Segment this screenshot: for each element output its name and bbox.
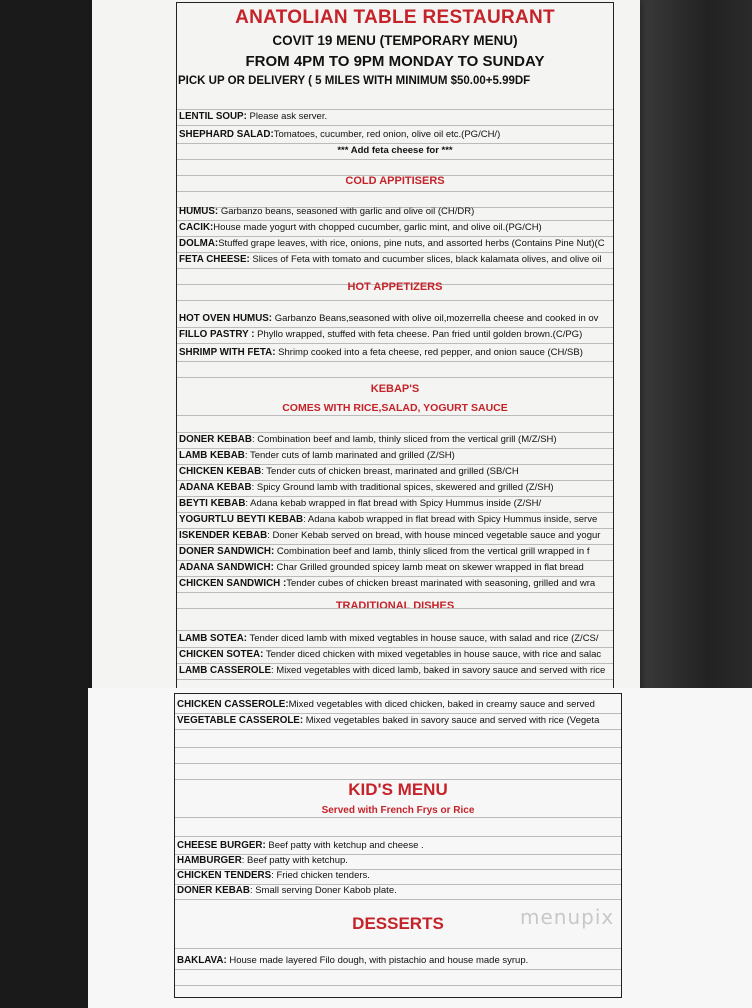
section-heading-desserts: DESSERTS [352,914,444,933]
item-name: CHICKEN SOTEA: [179,649,264,660]
item-name: DOLMA: [179,238,219,249]
item-name: ISKENDER KEBAB [179,530,268,541]
item-name: CHICKEN TENDERS [177,870,272,881]
item-desc: Slices of Feta with tomato and cucumber slices, black kalamata olives, and olive oil [249,254,602,265]
item-desc: House made layered Filo dough, with pistachio and house made syrup. [226,955,529,966]
item-name: CHICKEN KEBAB [179,466,262,477]
item-desc: : Combination beef and lamb, thinly sliced from the vertical grill (M/Z/SH) [251,434,557,445]
blank-row [175,820,621,837]
section-heading-kebap: KEBAP'S [370,383,420,395]
item-desc: Tender diced lamb with mixed vegtables in house sauce, with salad and rice (Z/CS/ [247,633,599,644]
item-name: DONER SANDWICH: [179,546,275,557]
item-name: LAMB SOTEA: [179,633,248,644]
item-desc: Tomatoes, cucumber, red onion, olive oil etc.(PG/CH/) [273,129,501,140]
item-name: HAMBURGER [177,855,242,866]
menu-item [175,883,621,900]
item-desc: Char Grilled grounded spicey lamb meat on skewer wrapped in flat bread [273,562,584,573]
menu-item [177,432,613,449]
menu-item [177,236,613,253]
blank-row [177,361,613,378]
blank-row [177,614,613,631]
menu-item [177,576,613,593]
blank-row [177,175,613,192]
item-name: SHEPHARD SALAD: [179,129,274,140]
menu-item [177,448,613,465]
item-desc: House made yogurt with chopped cucumber, garlic mint, and olive oil.(PG/CH) [213,222,542,233]
item-desc: Beef patty with ketchup and cheese . [265,840,424,851]
menu-page-2 [88,688,752,1008]
item-desc: Mixed vegetables baked in savory sauce and served with rice (Vegeta [303,715,600,726]
item-name: SHRIMP WITH FETA: [179,347,276,358]
menu-item [177,127,613,144]
item-name: BAKLAVA: [177,955,227,966]
item-desc: Shrimp cooked into a feta cheese, red pepper, and onion sauce (CH/SB) [275,347,583,358]
item-name: FETA CHEESE: [179,254,250,265]
item-name: LAMB CASSEROLE [179,665,271,676]
item-desc: Tender diced chicken with mixed vegetables in house sauce, with rice and salac [263,649,602,660]
blank-row [177,159,613,176]
item-name: FILLO PASTRY : [179,329,255,340]
item-desc: : Fried chicken tenders. [271,870,370,881]
background-right [640,0,752,700]
section-heading-traditional: TRADITIONAL DISHES [335,600,455,612]
menu-item [177,512,613,529]
menu-item [177,560,613,577]
section-heading-cold: COLD APPITISERS [345,175,445,187]
item-name: CHICKEN SANDWICH : [179,578,287,589]
item-desc: Phyllo wrapped, stuffed with feta cheese. Pan fried until golden brown.(C/PG) [254,329,583,340]
item-desc: Tender cubes of chicken breast marinated with seasoning, grilled and wra [286,578,596,589]
blank-row [175,969,621,986]
section-heading-hot: HOT APPETIZERS [347,281,443,293]
item-desc: Please ask server. [246,111,328,122]
delivery-note: PICK UP OR DELIVERY ( 5 MILES WITH MINIMUM $50.00+5.99DF [178,75,531,87]
item-name: HUMUS: [179,206,219,217]
menu-item [177,663,613,680]
menu-item [177,464,613,481]
item-desc: : Tender cuts of chicken breast, marinated and grilled (SB/CH [261,466,519,477]
item-name: BEYTI KEBAB [179,498,246,509]
item-name: CHICKEN CASSEROLE: [177,699,289,710]
blank-row [175,801,621,818]
item-desc: Garbanzo Beans,seasoned with olive oil,mozerrella cheese and cooked in ov [272,313,599,324]
restaurant-title: ANATOLIAN TABLE RESTAURANT [235,7,555,28]
menu-frame-1 [176,2,614,694]
menu-page-1 [92,0,640,700]
menu-hours: FROM 4PM TO 9PM MONDAY TO SUNDAY [245,53,545,70]
menu-item [177,528,613,545]
menu-item [177,496,613,513]
blank-row [177,93,613,110]
menu-item [175,953,621,970]
blank-row [177,416,613,433]
menu-subtitle: COVIT 19 MENU (TEMPORARY MENU) [272,33,518,48]
item-desc: Stuffed grape leaves, with rice, onions, pine nuts, and assorted herbs (Contains Pine Nut)(C [218,238,605,249]
item-name: DONER KEBAB [177,885,250,896]
item-name: CHEESE BURGER: [177,840,266,851]
menu-item [177,345,613,362]
menu-item [177,204,613,221]
item-desc: : Small serving Doner Kabob plate. [249,885,397,896]
kebap-subheading: COMES WITH RICE,SALAD, YOGURT SAUCE [282,402,508,414]
item-name: CACIK: [179,222,214,233]
item-desc: : Beef patty with ketchup. [241,855,348,866]
item-name: HOT OVEN HUMUS: [179,313,273,324]
kids-subheading: Served with French Frys or Rice [321,805,475,816]
item-desc: : Tender cuts of lamb marinated and grilled (Z/SH) [244,450,455,461]
item-name: DONER KEBAB [179,434,252,445]
menu-item [177,480,613,497]
menu-item [175,697,621,714]
item-name: ADANA KEBAB [179,482,252,493]
item-desc: : Mixed vegetables with diced lamb, baked in savory sauce and served with rice [271,665,606,676]
item-name: LENTIL SOUP: [179,111,247,122]
menu-item [177,252,613,269]
item-name: VEGETABLE CASSEROLE: [177,715,304,726]
blank-row [177,399,613,416]
menu-item [177,220,613,237]
blank-row [177,592,613,609]
feta-note: *** Add feta cheese for *** [177,143,613,160]
blank-row [175,932,621,949]
menu-item [177,109,613,126]
item-desc: : Adana kebab wrapped in flat bread with Spicy Hummus inside (Z/SH/ [245,498,542,509]
item-desc: Garbanzo beans, seasoned with garlic and olive oil (CH/DR) [218,206,475,217]
blank-row [175,731,621,748]
item-desc: : Adana kabob wrapped in flat bread with Spicy Hummus inside, serve [303,514,598,525]
blank-row [175,747,621,764]
menu-item [177,311,613,328]
watermark: menupix [520,905,615,929]
menu-item [177,327,613,344]
menu-item [175,713,621,730]
item-name: ADANA SANDWICH: [179,562,274,573]
item-name: YOGURTLU BEYTI KEBAB [179,514,304,525]
menu-item [177,544,613,561]
menu-frame-2 [174,693,622,998]
item-desc: : Doner Kebab served on bread, with house minced vegetable sauce and yogur [267,530,601,541]
item-name: LAMB KEBAB [179,450,245,461]
menu-item [177,631,613,648]
blank-row [175,763,621,780]
item-desc: : Spicy Ground lamb with traditional spices, skewered and grilled (Z/SH) [251,482,554,493]
item-desc: Combination beef and lamb, thinly sliced from the vertical grill wrapped in f [274,546,590,557]
item-desc: Mixed vegetables with diced chicken, baked in creamy sauce and served [288,699,595,710]
menu-item [177,647,613,664]
blank-row [177,284,613,301]
section-heading-kids: KID'S MENU [348,780,448,799]
